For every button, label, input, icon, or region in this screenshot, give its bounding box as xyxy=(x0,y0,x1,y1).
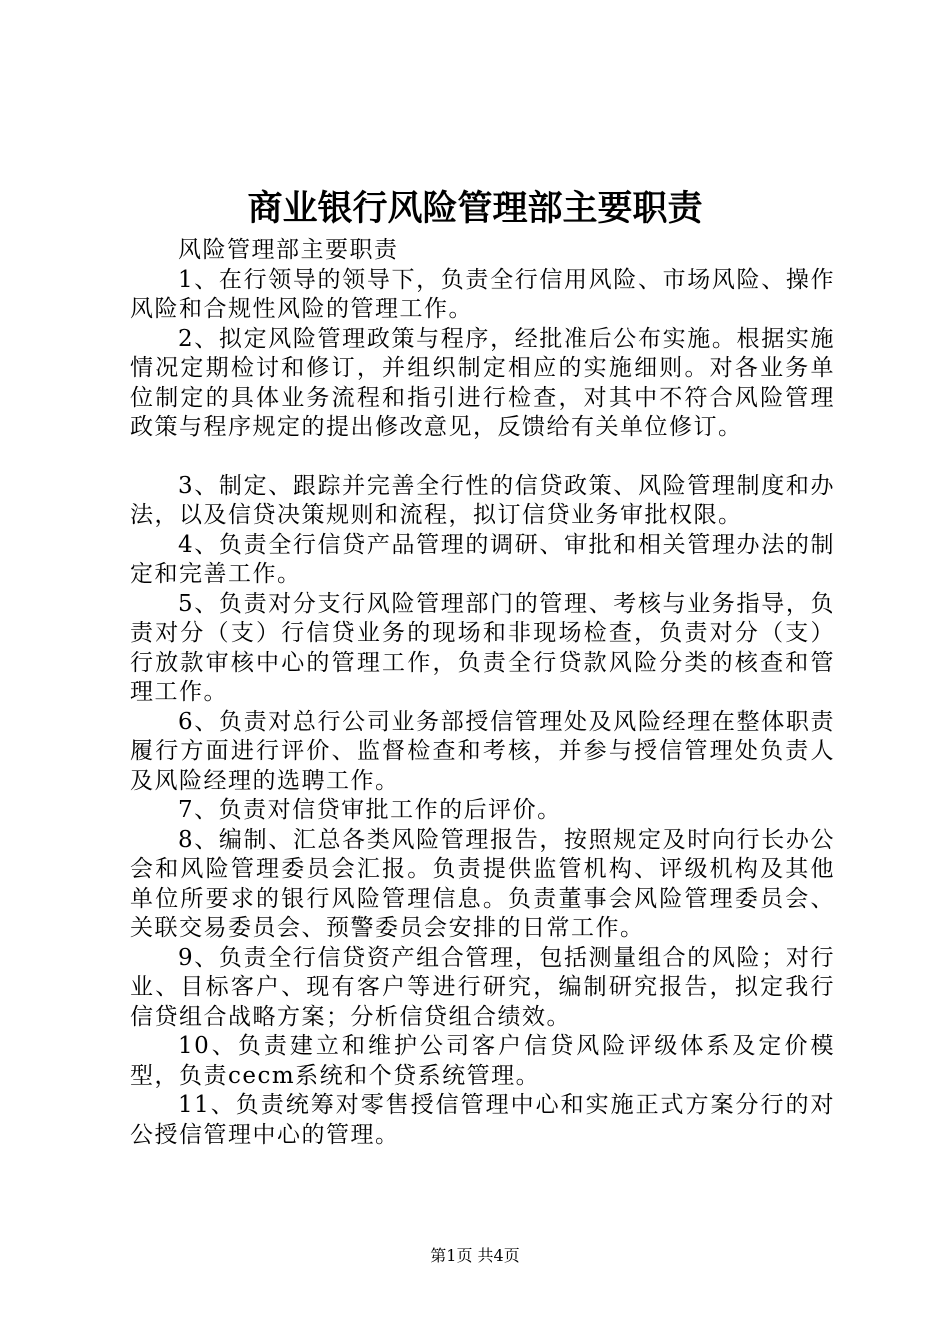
duty-paragraph-9: 9、负责全行信贷资产组合管理，包括测量组合的风险；对行业、目标客户、现有客户等进行研究，编制研究报告，拟定我行信贷组合战略方案；分析信贷组合绩效。 xyxy=(130,944,835,1030)
page-footer: 第1页 共4页 xyxy=(430,1246,520,1265)
duty-paragraph-4: 4、负责全行信贷产品管理的调研、审批和相关管理办法的制定和完善工作。 xyxy=(130,531,835,587)
duty-paragraph-2: 2、拟定风险管理政策与程序，经批准后公布实施。根据实施情况定期检讨和修订，并组织制定相应的实施细则。对各业务单位制定的具体业务流程和指引进行检查，对其中不符合风险管理政策与程序规定的提出修改意见，反馈给有关单位修订。 xyxy=(130,325,835,440)
duty-paragraph-1: 1、在行领导的领导下，负责全行信用风险、市场风险、操作风险和合规性风险的管理工作。 xyxy=(130,266,835,322)
duty-paragraph-11: 11、负责统筹对零售授信管理中心和实施正式方案分行的对公授信管理中心的管理。 xyxy=(130,1092,835,1148)
duty-paragraph-10: 10、负责建立和维护公司客户信贷风险评级体系及定价模型，负责cecm系统和个贷系统管理。 xyxy=(130,1033,835,1089)
paragraph-spacer xyxy=(130,443,835,472)
duty-paragraph-8: 8、编制、汇总各类风险管理报告，按照规定及时向行长办公会和风险管理委员会汇报。负责提供监管机构、评级机构及其他单位所要求的银行风险管理信息。负责董事会风险管理委员会、关联交易委员会、预警委员会安排的日常工作。 xyxy=(130,826,835,941)
duty-paragraph-7: 7、负责对信贷审批工作的后评价。 xyxy=(178,797,562,823)
duty-paragraph-6: 6、负责对总行公司业务部授信管理处及风险经理在整体职责履行方面进行评价、监督检查和考核，并参与授信管理处负责人及风险经理的选聘工作。 xyxy=(130,708,835,794)
section-heading: 风险管理部主要职责 xyxy=(178,237,399,263)
document-body xyxy=(130,236,835,1150)
duty-paragraph-5: 5、负责对分支行风险管理部门的管理、考核与业务指导，负责对分（支）行信贷业务的现场和非现场检查，负责对分（支）行放款审核中心的管理工作，负责全行贷款风险分类的核查和管理工作。 xyxy=(130,590,835,705)
document-title: 商业银行风险管理部主要职责 xyxy=(247,188,703,229)
duty-paragraph-3: 3、制定、跟踪并完善全行性的信贷政策、风险管理制度和办法，以及信贷决策规则和流程，拟订信贷业务审批权限。 xyxy=(130,472,835,528)
